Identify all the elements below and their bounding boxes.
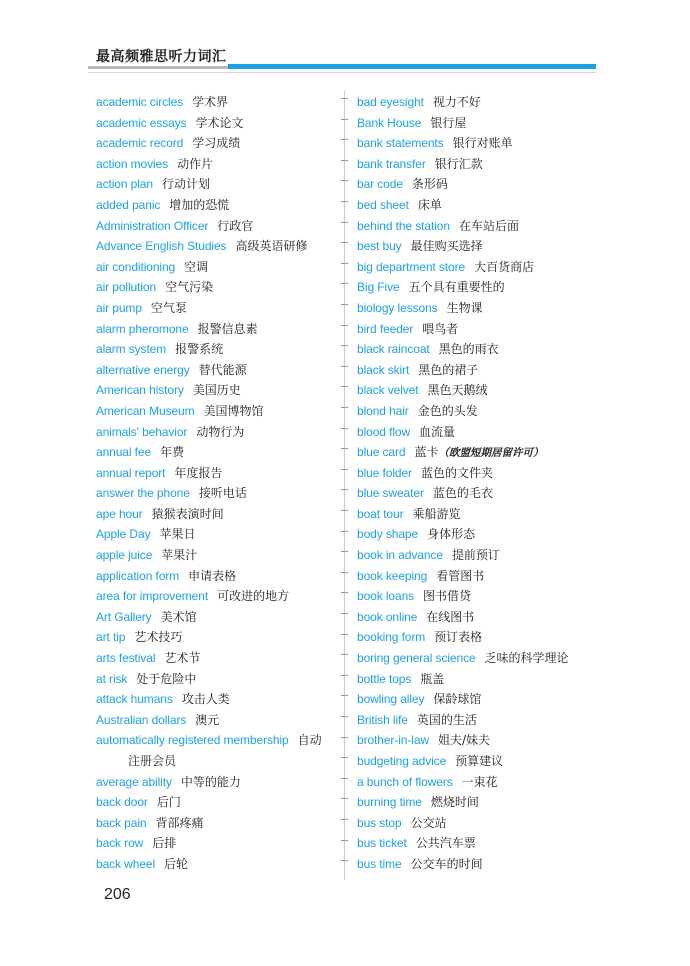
vocab-chinese: 猿猴表演时间 — [151, 506, 224, 521]
vocab-english: blood flow — [357, 424, 411, 439]
vocab-entry — [96, 648, 338, 669]
vocab-english: brother-in-law — [357, 733, 429, 748]
vocab-english: blond hair — [357, 403, 409, 418]
vocab-chinese: 背部疼痛 — [155, 815, 204, 830]
vocab-entry — [357, 442, 597, 463]
vocab-english: academic essays — [96, 115, 187, 130]
vocab-chinese: 澳元 — [195, 712, 220, 727]
vocab-chinese: 五个具有重要性的 — [408, 280, 505, 295]
vocab-entry — [96, 195, 338, 216]
vocab-chinese: 艺术节 — [164, 651, 201, 666]
vocab-chinese: 空气泵 — [150, 300, 187, 315]
vocab-entry — [357, 380, 597, 401]
vocab-entry — [357, 813, 597, 834]
vocab-entry — [96, 339, 338, 360]
vocab-english: bar code — [357, 177, 403, 192]
vocab-entry — [357, 195, 597, 216]
vocab-english: book in advance — [357, 548, 443, 563]
vocab-chinese: 预订表格 — [434, 630, 483, 645]
vocab-entry — [96, 524, 338, 545]
vocab-english: bad eyesight — [357, 95, 424, 109]
vocab-entry — [357, 689, 597, 710]
vocab-entry — [96, 154, 338, 175]
divider-tick — [341, 469, 348, 470]
divider-tick — [341, 819, 348, 820]
vocab-entry — [357, 133, 597, 154]
vocab-english: Australian dollars — [96, 712, 187, 727]
vocab-chinese: 空气污染 — [165, 280, 214, 295]
vocab-english: boring general science — [357, 651, 476, 666]
vocab-chinese: 银行屋 — [430, 115, 467, 130]
vocab-entry — [96, 730, 338, 771]
vocab-english: action plan — [96, 177, 153, 192]
vocab-chinese: 申请表格 — [188, 568, 237, 583]
divider-tick — [341, 860, 348, 861]
vocab-chinese: 大百货商店 — [474, 259, 535, 274]
divider-tick — [341, 737, 348, 738]
vocab-english: Advance English Studies — [96, 239, 227, 254]
vocab-chinese: 金色的头发 — [417, 403, 478, 418]
vocab-chinese: 银行汇款 — [434, 156, 483, 171]
vocab-english: Administration Officer — [96, 218, 209, 233]
vocab-entry — [96, 813, 338, 834]
vocab-chinese: 蓝卡 — [414, 445, 439, 460]
vocab-english: action movies — [96, 156, 169, 171]
divider-tick — [341, 160, 348, 161]
divider-tick — [341, 139, 348, 140]
vocab-english: academic circles — [96, 95, 184, 109]
vocab-chinese: 英国的生活 — [416, 712, 477, 727]
vocab-chinese: 行动计划 — [161, 177, 210, 192]
vocab-entry — [96, 401, 338, 422]
divider-tick — [341, 98, 348, 99]
vocab-english: Apple Day — [96, 527, 151, 542]
vocab-entry — [96, 442, 338, 463]
vocab-chinese: 学术论文 — [195, 115, 244, 130]
vocab-chinese-continued: 注册会员 — [128, 754, 177, 768]
vocab-english: apple juice — [96, 548, 153, 563]
vocab-english: ape hour — [96, 506, 143, 521]
vocab-chinese: 燃烧时间 — [430, 795, 479, 810]
left-column — [96, 92, 338, 875]
divider-tick — [341, 222, 348, 223]
vocab-chinese: 报警系统 — [175, 342, 224, 357]
vocab-chinese: 后排 — [152, 836, 177, 851]
vocab-entry — [357, 113, 597, 134]
vocab-chinese: 在线图书 — [426, 609, 475, 624]
vocab-entry — [96, 504, 338, 525]
divider-tick — [341, 716, 348, 717]
vocab-english: Bank House — [357, 115, 422, 130]
vocab-english: application form — [96, 568, 180, 583]
vocab-entry — [357, 648, 597, 669]
vocab-chinese: 年度报告 — [174, 465, 223, 480]
vocab-english: body shape — [357, 527, 419, 542]
vocab-english: academic record — [96, 136, 184, 151]
vocab-chinese: 苹果日 — [159, 527, 196, 542]
vocab-chinese: 学术界 — [192, 95, 229, 109]
vocab-entry — [96, 854, 338, 875]
vocab-chinese: 美国历史 — [192, 383, 241, 398]
vocab-entry — [96, 174, 338, 195]
vocab-entry — [357, 236, 597, 257]
vocab-english: budgeting advice — [357, 754, 447, 768]
vocab-chinese: 苹果汁 — [161, 548, 198, 563]
divider-tick — [341, 675, 348, 676]
vocab-english: bottle tops — [357, 671, 412, 686]
divider-tick — [341, 180, 348, 181]
divider-tick — [341, 201, 348, 202]
vocab-chinese: 替代能源 — [198, 362, 247, 377]
header-title: 最高频雅思听力词汇 — [96, 49, 227, 65]
vocab-entry — [96, 586, 338, 607]
divider-tick — [341, 572, 348, 573]
vocab-english: black velvet — [357, 383, 419, 398]
vocab-english: annual report — [96, 465, 166, 480]
vocab-entry — [357, 422, 597, 443]
vocab-entry — [96, 257, 338, 278]
vocab-entry — [96, 216, 338, 237]
vocab-english: at risk — [96, 671, 128, 686]
vocab-english: arts festival — [96, 651, 156, 666]
vocab-entry — [357, 792, 597, 813]
header-rule-blue — [228, 64, 596, 69]
vocab-entry — [96, 236, 338, 257]
vocab-english: behind the station — [357, 218, 450, 233]
vocab-note: （欧盟短期居留许可） — [438, 447, 544, 460]
vocab-chinese: 图书借贷 — [423, 589, 472, 604]
vocab-chinese: 增加的恐慌 — [169, 197, 230, 212]
vocab-entry — [357, 277, 597, 298]
vocab-english: black raincoat — [357, 342, 430, 357]
divider-tick — [341, 778, 348, 779]
vocab-english: book keeping — [357, 568, 428, 583]
vocab-entry — [96, 545, 338, 566]
vocab-english: added panic — [96, 197, 161, 212]
vocab-english: animals' behavior — [96, 424, 188, 439]
divider-tick — [341, 263, 348, 264]
vocab-english: bus ticket — [357, 836, 407, 851]
divider-tick — [341, 366, 348, 367]
vocab-english: automatically registered membership — [96, 733, 289, 748]
vocab-english: American history — [96, 383, 184, 398]
divider-tick — [341, 304, 348, 305]
vocab-chinese: 接听电话 — [198, 486, 247, 501]
divider-tick — [341, 428, 348, 429]
divider-tick — [341, 592, 348, 593]
vocab-entry — [96, 833, 338, 854]
divider-tick — [341, 695, 348, 696]
vocab-english: bed sheet — [357, 197, 409, 212]
vocab-entry — [357, 339, 597, 360]
vocab-chinese: 黑色天鹅绒 — [427, 383, 488, 398]
vocab-entry — [357, 607, 597, 628]
divider-tick — [341, 613, 348, 614]
vocab-chinese: 生物课 — [446, 300, 483, 315]
vocab-entry — [357, 174, 597, 195]
vocab-chinese: 年费 — [160, 445, 185, 460]
vocab-chinese: 最佳购买选择 — [410, 239, 483, 254]
vocab-english: bank statements — [357, 136, 444, 151]
vocab-english: back pain — [96, 815, 147, 830]
vocab-entry — [96, 113, 338, 134]
vocab-entry — [357, 154, 597, 175]
right-column — [357, 92, 597, 875]
vocab-chinese: 床单 — [417, 197, 442, 212]
vocab-chinese: 保龄球馆 — [433, 692, 482, 707]
vocab-chinese: 后轮 — [164, 856, 189, 871]
divider-tick — [341, 757, 348, 758]
divider-tick — [341, 634, 348, 635]
vocab-entry — [96, 463, 338, 484]
vocab-english: alternative energy — [96, 362, 190, 377]
vocab-english: air pump — [96, 300, 142, 315]
vocab-english: attack humans — [96, 692, 173, 707]
vocab-english: alarm system — [96, 342, 167, 357]
vocab-entry — [357, 627, 597, 648]
header-rule-thin — [88, 72, 596, 73]
vocab-chinese: 黑色的裙子 — [418, 362, 479, 377]
vocab-entry — [357, 772, 597, 793]
vocab-chinese: 乏味的科学理论 — [484, 651, 569, 666]
divider-tick — [341, 448, 348, 449]
divider-tick — [341, 551, 348, 552]
vocab-entry — [357, 463, 597, 484]
divider-tick — [341, 242, 348, 243]
vocab-entry — [96, 319, 338, 340]
divider-tick — [341, 531, 348, 532]
vocab-entry — [357, 504, 597, 525]
divider-tick — [341, 489, 348, 490]
vocab-english: air pollution — [96, 280, 157, 295]
vocab-english: black skirt — [357, 362, 410, 377]
vocab-chinese: 血流量 — [419, 424, 456, 439]
vocab-english: bus time — [357, 856, 402, 871]
vocab-entry — [357, 710, 597, 731]
vocab-entry — [357, 360, 597, 381]
vocab-entry — [96, 483, 338, 504]
vocab-english: boat tour — [357, 506, 404, 521]
vocab-english: big department store — [357, 259, 466, 274]
vocab-chinese: 蓝色的文件夹 — [420, 465, 493, 480]
vocab-english: blue card — [357, 445, 406, 460]
vocab-english: booking form — [357, 630, 426, 645]
vocab-english: book online — [357, 609, 418, 624]
vocab-english: back row — [96, 836, 144, 851]
vocab-english: art tip — [96, 630, 126, 645]
page-number: 206 — [104, 886, 131, 903]
vocab-english: back door — [96, 795, 148, 810]
vocab-english: a bunch of flowers — [357, 774, 453, 789]
vocab-chinese: 攻击人类 — [181, 692, 230, 707]
vocab-english: bird feeder — [357, 321, 414, 336]
vocab-entry — [96, 710, 338, 731]
vocab-chinese: 高级英语研修 — [235, 239, 308, 254]
vocab-chinese: 喂鸟者 — [422, 321, 459, 336]
vocab-chinese: 提前预订 — [451, 548, 500, 563]
vocab-chinese: 公交站 — [410, 815, 447, 830]
vocab-entry — [96, 772, 338, 793]
vocab-chinese: 报警信息素 — [197, 321, 258, 336]
vocab-entry — [96, 277, 338, 298]
vocab-entry — [96, 792, 338, 813]
divider-tick — [341, 798, 348, 799]
divider-tick — [341, 325, 348, 326]
vocab-entry — [357, 92, 597, 113]
vocab-chinese: 处于危险中 — [136, 671, 197, 686]
vocab-entry — [357, 524, 597, 545]
vocab-english: bus stop — [357, 815, 402, 830]
vocab-entry — [357, 319, 597, 340]
divider-tick — [341, 283, 348, 284]
vocab-chinese: 在车站后面 — [458, 218, 519, 233]
vocab-entry — [357, 483, 597, 504]
vocab-english: blue sweater — [357, 486, 424, 501]
vocab-entry — [357, 401, 597, 422]
vocab-english: burning time — [357, 795, 422, 810]
vocab-english: blue folder — [357, 465, 412, 480]
vocab-entry — [96, 607, 338, 628]
vocab-english: answer the phone — [96, 486, 190, 501]
vocab-entry — [357, 257, 597, 278]
vocab-entry — [357, 545, 597, 566]
vocab-entry — [96, 133, 338, 154]
divider-tick — [341, 407, 348, 408]
vocab-chinese: 动作片 — [177, 156, 214, 171]
vocab-chinese: 动物行为 — [196, 424, 245, 439]
vocab-chinese: 空调 — [184, 259, 209, 274]
vocab-entry — [96, 627, 338, 648]
vocab-english: bank transfer — [357, 156, 426, 171]
vocab-english: back wheel — [96, 856, 156, 871]
vocab-english: biology lessons — [357, 300, 438, 315]
vocab-chinese: 后门 — [156, 795, 181, 810]
vocab-chinese: 条形码 — [411, 177, 448, 192]
vocab-english: alarm pheromone — [96, 321, 189, 336]
divider-tick — [341, 654, 348, 655]
vocab-chinese: 银行对账单 — [452, 136, 513, 151]
vocab-english: air conditioning — [96, 259, 176, 274]
divider-tick — [341, 119, 348, 120]
vocab-english: average ability — [96, 774, 172, 789]
vocab-english: Big Five — [357, 280, 400, 295]
vocab-entry — [357, 586, 597, 607]
vocab-chinese: 公共汽车票 — [415, 836, 476, 851]
vocab-chinese: 学习成绩 — [192, 136, 241, 151]
vocab-entry — [357, 751, 597, 772]
vocab-entry — [96, 360, 338, 381]
vocab-chinese: 一束花 — [461, 774, 498, 789]
vocab-chinese: 乘船游览 — [412, 506, 461, 521]
vocab-chinese: 瓶盖 — [420, 671, 445, 686]
vocab-entry — [96, 566, 338, 587]
divider-tick — [341, 345, 348, 346]
vocab-english: British life — [357, 712, 408, 727]
vocab-english: Art Gallery — [96, 609, 152, 624]
vocab-entry — [96, 380, 338, 401]
divider-tick — [341, 840, 348, 841]
vocab-chinese: 姐夫/妹夫 — [437, 733, 491, 748]
vocab-entry — [96, 669, 338, 690]
vocab-english: area for improvement — [96, 589, 209, 604]
vocab-chinese: 视力不好 — [432, 95, 481, 109]
vocab-chinese: 公交车的时间 — [410, 856, 483, 871]
vocab-entry — [357, 566, 597, 587]
vocab-english: American Museum — [96, 403, 195, 418]
vocab-entry — [357, 854, 597, 875]
vocab-chinese: 看管图书 — [436, 568, 485, 583]
vocab-chinese: 预算建议 — [455, 754, 504, 768]
vocab-english: bowling alley — [357, 692, 425, 707]
vocab-chinese: 蓝色的毛衣 — [432, 486, 493, 501]
vocab-entry — [357, 669, 597, 690]
vocab-chinese: 中等的能力 — [180, 774, 241, 789]
vocab-chinese: 黑色的雨衣 — [438, 342, 499, 357]
divider-tick — [341, 386, 348, 387]
column-divider — [344, 90, 345, 880]
vocab-chinese: 身体形态 — [427, 527, 476, 542]
vocab-entry — [357, 833, 597, 854]
vocab-chinese: 自动 — [297, 733, 322, 748]
vocab-chinese: 行政官 — [217, 218, 254, 233]
vocab-chinese: 美术馆 — [160, 609, 197, 624]
vocab-entry — [96, 298, 338, 319]
vocab-english: best buy — [357, 239, 402, 254]
header-rule-gray — [88, 66, 228, 69]
vocab-chinese: 艺术技巧 — [134, 630, 183, 645]
divider-tick — [341, 510, 348, 511]
vocab-entry — [357, 298, 597, 319]
vocab-english: book loans — [357, 589, 415, 604]
vocab-entry — [96, 92, 338, 113]
vocab-entry — [357, 216, 597, 237]
vocab-entry — [357, 730, 597, 751]
vocab-entry — [96, 422, 338, 443]
vocab-english: annual fee — [96, 445, 152, 460]
vocab-chinese: 美国博物馆 — [203, 403, 264, 418]
vocab-chinese: 可改进的地方 — [217, 589, 290, 604]
vocab-entry — [96, 689, 338, 710]
